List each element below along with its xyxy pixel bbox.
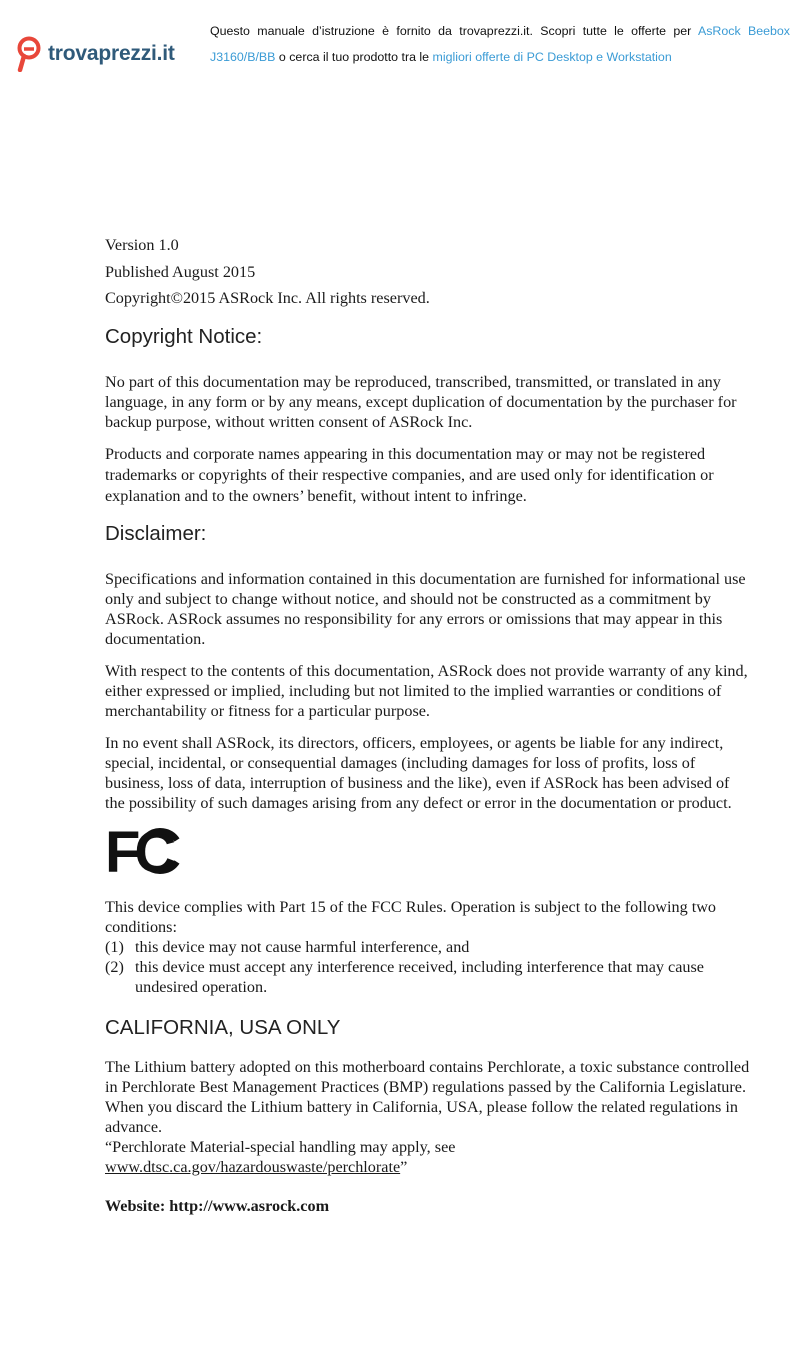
fcc-condition-2-number: (2) [105,957,124,976]
dtsc-link[interactable]: www.dtsc.ca.gov/hazardouswaste/perchlorate [105,1157,401,1176]
disclaimer-heading: Disclaimer: [105,521,207,545]
perchlorate-quote-prefix: “Perchlorate Material-special handling may apply, see [105,1137,456,1156]
disclaimer-paragraph-2: With respect to the contents of this documentation, ASRock does not provide warranty of any kind, either expressed or implied, including but not limited to the implied warranties or conditions of merchantability or fitness for a particular purpose. [105,661,748,720]
category-link[interactable]: migliori offerte di PC Desktop e Workstation [432,50,672,64]
version-text: Version 1.0 [105,236,179,254]
fcc-intro: This device complies with Part 15 of the FCC Rules. Operation is subject to the following two conditions: [105,897,716,936]
fcc-condition-2-text: this device must accept any interference received, including interference that may cause undesired operation. [135,957,704,996]
copyright-text: Copyright©2015 ASRock Inc. All rights reserved. [105,289,430,307]
fcc-conditions [105,937,750,997]
copyright-paragraph-1: No part of this documentation may be reproduced, transcribed, transmitted, or translated in any language, in any form or by any means, except duplication of documentation by the purchaser for backup purpose, without written consent of ASRock Inc. [105,372,737,431]
trovaprezzi-pin-icon [17,36,43,72]
disclaimer-paragraph-3: In no event shall ASRock, its directors, officers, employees, or agents be liable for any indirect, special, incidental, or consequential damages (including damages for loss of profits, loss of business, loss of data, interruption of business and the like), even if ASRock has been advised of the possibility of such damages arising from any defect or error in the documentation or product. [105,733,732,812]
banner-prefix: Questo manuale d’istruzione è fornito da trovaprezzi.it. Scopri tutte le offerte per [210,24,692,38]
document-meta [105,232,750,312]
banner-middle: o cerca il tuo prodotto tra le [278,50,430,64]
disclaimer-paragraph-1: Specifications and information contained in this documentation are furnished for informational use only and subject to change without notice, and should not be constructed as a commitment by ASRock. ASRock assumes no responsibility for any errors or omissions that may appear in this documentation. [105,569,746,648]
logo-text: trovaprezzi.it [48,42,175,65]
california-paragraph: The Lithium battery adopted on this motherboard contains Perchlorate, a toxic substance controlled in Perchlorate Best Management Practices (BMP) regulations passed by the California Legislature. When you discard the Lithium battery in California, USA, please follow the related regulations in advance. [105,1057,750,1136]
fcc-logo [105,823,181,877]
product-link[interactable]: AsRock Beebox J3160/B/BB [210,24,790,64]
fcc-logo-letters: FC [105,822,171,877]
header-banner [210,18,790,70]
perchlorate-quote-suffix: ” [400,1157,408,1176]
website-text: Website: http://www.asrock.com [105,1196,330,1215]
fcc-condition-1 [105,937,750,957]
fcc-condition-1-number: (1) [105,937,124,956]
perchlorate-quote [105,1137,750,1177]
fcc-condition-2 [105,957,750,997]
published-text: Published August 2015 [105,262,256,281]
copyright-paragraph-2: Products and corporate names appearing in this documentation may or may not be registered trademarks or copyrights of their respective companies, and are used only for identification or explanation and to the owners’ benefit, without intent to infringe. [105,444,714,505]
document-body [105,232,750,1216]
copyright-notice-heading: Copyright Notice: [105,324,263,348]
trovaprezzi-logo[interactable] [17,36,175,72]
california-heading: CALIFORNIA, USA ONLY [105,1015,341,1039]
fcc-condition-1-text: this device may not cause harmful interference, and [135,937,470,956]
